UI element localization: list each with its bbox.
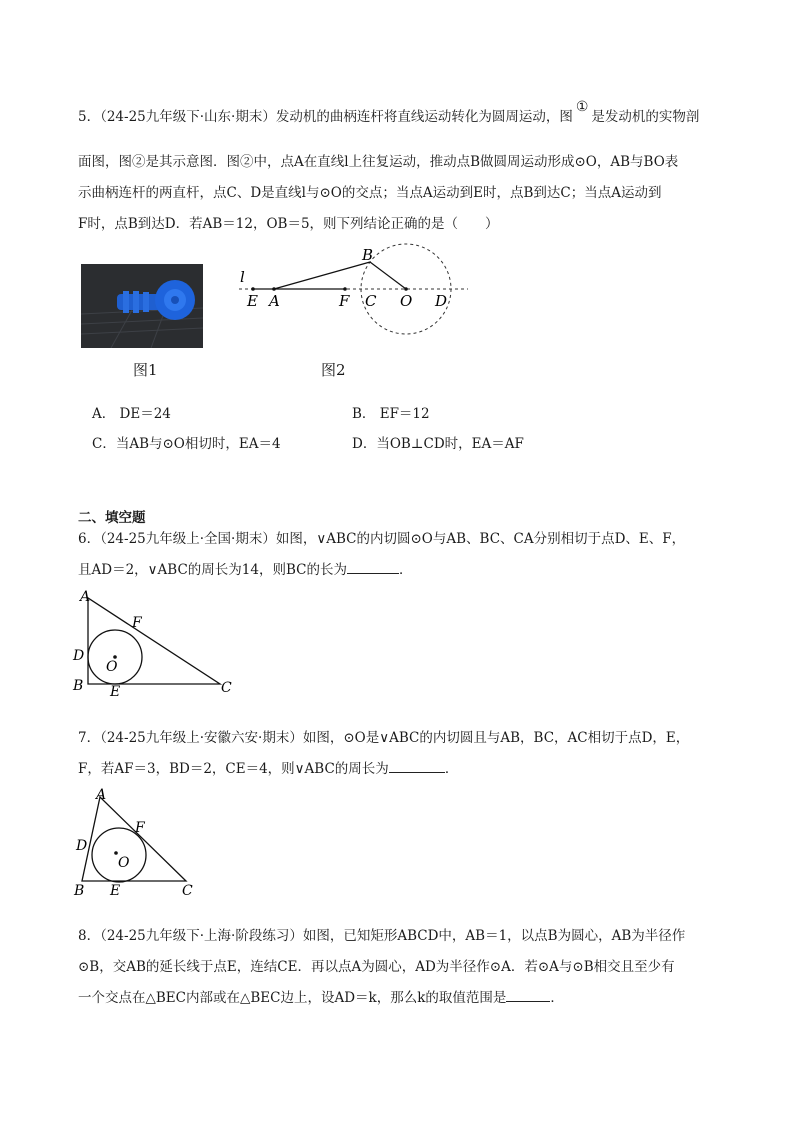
q5-number: 5． — [78, 109, 101, 125]
q6-answer-blank — [347, 572, 399, 574]
q6-label-o: O — [106, 659, 118, 675]
q6-label-b: B — [73, 678, 84, 694]
q5-line2: 面图，图②是其示意图．图②中，点A在直线l上往复运动，推动点B做圆周运动形成⊙O，AB与BO表 — [78, 154, 679, 170]
q8-answer-blank — [506, 1000, 550, 1002]
q5-option-b: B． EF＝12 — [352, 406, 430, 422]
q5-option-c: C．当AB与⊙O相切时，EA＝4 — [92, 436, 281, 452]
engine-photo-drawing — [81, 264, 203, 348]
q8-line2: ⊙B，交AB的延长线于点E，连结CE．再以点A为圆心，AD为半径作⊙A．若⊙A与⊙B相交且至少有 — [78, 959, 675, 975]
q6-label-f: F — [132, 615, 142, 631]
q6-diagram — [70, 586, 245, 698]
q5-source: （24-25九年级下·山东·期末） — [100, 109, 276, 125]
q7-label-c: C — [182, 883, 193, 898]
q5-text: 发动机的曲柄连杆将直线运动转化为圆周运动，图 — [275, 109, 573, 125]
point-a — [272, 287, 276, 291]
q7-diagram — [70, 786, 205, 898]
q7-end: ． — [444, 761, 459, 777]
label-a: A — [269, 292, 280, 310]
q6-line2 — [78, 559, 758, 581]
q6-text: 且AD＝2，∨ABC的周长为14，则BC的长为 — [78, 562, 347, 578]
label-d: D — [435, 292, 448, 310]
label-e: E — [247, 292, 258, 310]
engine-photo — [81, 264, 203, 348]
q5-option-a: A． DE＝24 — [92, 406, 171, 422]
q6-label-c: C — [221, 680, 232, 696]
q6-line1: 6．（24-25九年级上·全国·期末）如图，∨ABC的内切圆⊙O与AB、BC、CA分别相切于点D、E、F， — [78, 531, 686, 547]
q7-text: F，若AF＝3，BD＝2，CE＝4，则∨ABC的周长为 — [78, 761, 389, 777]
rod-ab — [274, 262, 370, 289]
q8-text: 一个交点在△BEC内部或在△BEC边上，设AD＝k，那么k的取值范围是 — [78, 990, 507, 1006]
label-c: C — [365, 292, 377, 310]
q5-text-b: 是发动机的实物剖 — [591, 109, 700, 125]
q8-end: ． — [550, 990, 564, 1006]
q6-end: ． — [398, 562, 413, 578]
q5-option-d: D．当OB⊥CD时，EA＝AF — [352, 436, 524, 452]
q5-fig1-mark: ① — [575, 99, 589, 115]
q7-line2 — [78, 758, 758, 780]
point-o — [404, 287, 408, 291]
label-l: l — [240, 268, 245, 286]
q5-line1 — [78, 99, 758, 128]
point-e — [251, 287, 255, 291]
q5-line4: F时，点B到达D．若AB＝12，OB＝5，则下列结论正确的是（ ） — [78, 216, 499, 232]
fig1-caption: 图1 — [133, 361, 158, 379]
q5-line3: 示曲柄连杆的两直杆，点C、D是直线l与⊙O的交点；当点A运动到E时，点B到达C；当点A运动到 — [78, 185, 662, 201]
section-heading: 二、填空题 — [78, 510, 146, 526]
q7-label-d: D — [76, 838, 88, 854]
q6-label-e: E — [110, 684, 121, 698]
q7-label-f: F — [135, 820, 145, 836]
q7-label-a: A — [96, 787, 107, 803]
point-f — [343, 287, 347, 291]
label-f: F — [339, 292, 350, 310]
label-o: O — [400, 292, 413, 310]
fig2-caption: 图2 — [321, 361, 346, 379]
q7-label-o: O — [118, 855, 130, 871]
label-b: B — [362, 246, 374, 264]
q8-line3 — [78, 987, 768, 1009]
q7-answer-blank — [389, 771, 445, 773]
fig2-diagram — [225, 238, 475, 350]
q6-label-d: D — [73, 648, 85, 664]
q7-label-b: B — [74, 883, 85, 898]
q8-line1: 8．（24-25九年级下·上海·阶段练习）如图，已知矩形ABCD中，AB＝1，以点B为圆心，AB为半径作 — [78, 928, 686, 944]
q7-line1: 7．（24-25九年级上·安徽六安·期末）如图，⊙O是∨ABC的内切圆且与AB，BC，AC相切于点D，E， — [78, 730, 690, 746]
rod-bo — [370, 262, 406, 289]
q7-label-e: E — [110, 883, 121, 898]
q6-label-a: A — [80, 589, 91, 605]
